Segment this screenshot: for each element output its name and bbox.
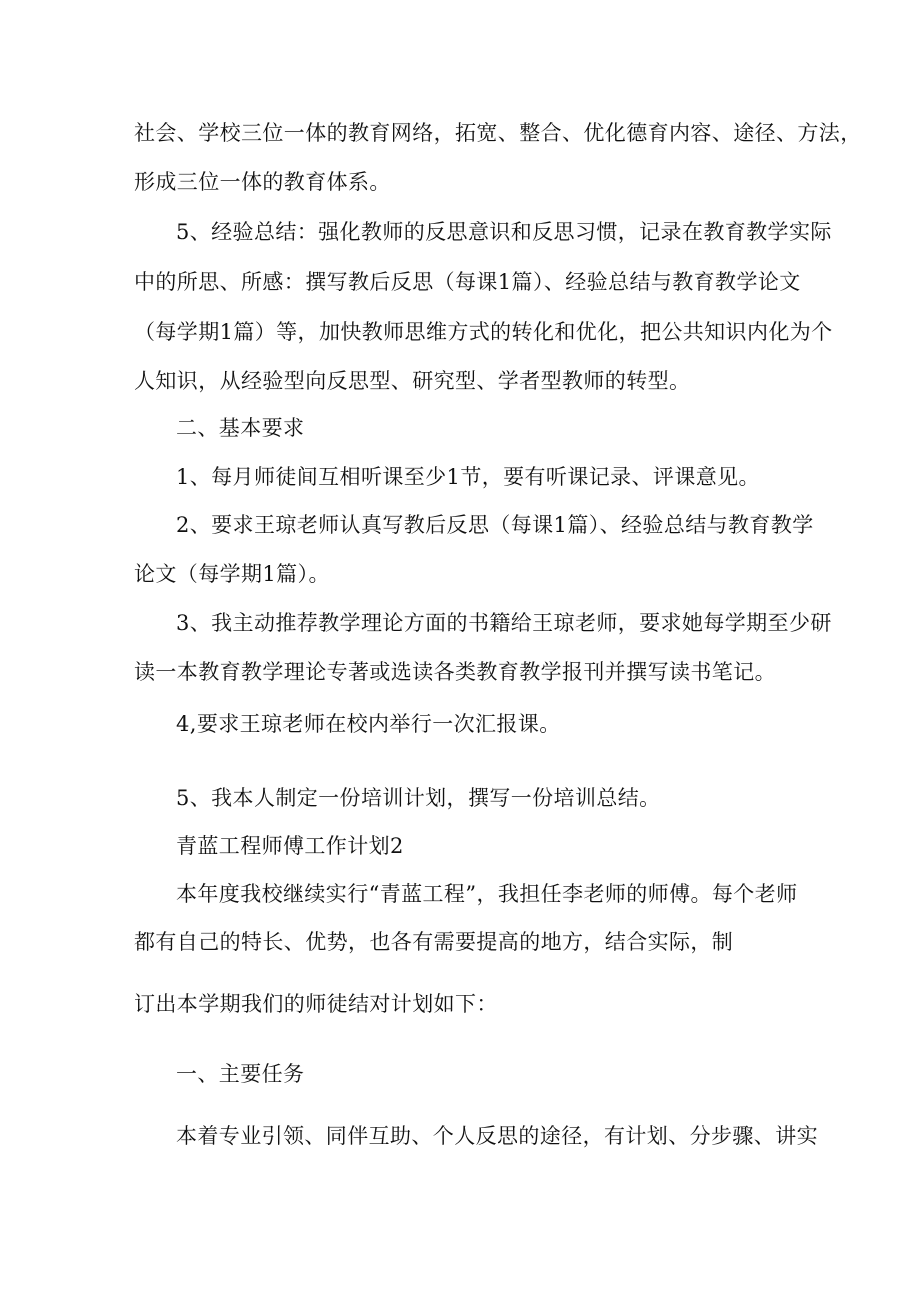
paragraph-line: 中的所思、所感：撰写教后反思（每课1篇）、经验总结与教育教学论文 [134, 270, 801, 294]
paragraph-line: 读一本教育教学理论专著或选读各类教育教学报刊并撰写读书笔记。 [134, 660, 776, 684]
list-item: 2、要求王琼老师认真写教后反思（每课1篇）、经验总结与教育教学 [176, 513, 814, 537]
paragraph-line: 5、经验总结：强化教师的反思意识和反思习惯，记录在教育教学实际 [176, 220, 832, 244]
paragraph-line: （每学期1篇）等，加快教师思维方式的转化和优化，把公共知识内化为个 [134, 320, 833, 344]
paragraph-line: 都有自己的特长、优势，也各有需要提高的地方，结合实际，制 [134, 930, 734, 954]
section-heading: 二、基本要求 [176, 416, 305, 440]
paragraph-line: 人知识，从经验型向反思型、研究型、学者型教师的转型。 [134, 369, 691, 393]
list-item: 4,要求王琼老师在校内举行一次汇报课。 [176, 712, 561, 736]
paragraph-line: 社会、学校三位一体的教育网络，拓宽、整合、优化德育内容、途径、方法， [134, 121, 862, 145]
paragraph-line: 订出本学期我们的师徒结对计划如下： [134, 992, 498, 1016]
paragraph-line: 形成三位一体的教育体系。 [134, 170, 391, 194]
document-title: 青蓝工程师傅工作计划2 [176, 834, 404, 858]
paragraph-line: 本年度我校继续实行“青蓝工程”，我担任李老师的师傅。每个老师 [176, 882, 798, 906]
paragraph-line: 本着专业引领、同伴互助、个人反思的途径，有计划、分步骤、讲实 [176, 1124, 818, 1148]
list-item: 1、每月师徒间互相听课至少1节，要有听课记录、评课意见。 [176, 465, 760, 489]
section-heading: 一、主要任务 [176, 1062, 305, 1086]
list-item: 5、我本人制定一份培训计划，撰写一份培训总结。 [176, 786, 661, 810]
paragraph-line: 论文（每学期1篇）。 [134, 562, 330, 586]
list-item: 3、我主动推荐教学理论方面的书籍给王琼老师，要求她每学期至少研 [176, 611, 832, 635]
